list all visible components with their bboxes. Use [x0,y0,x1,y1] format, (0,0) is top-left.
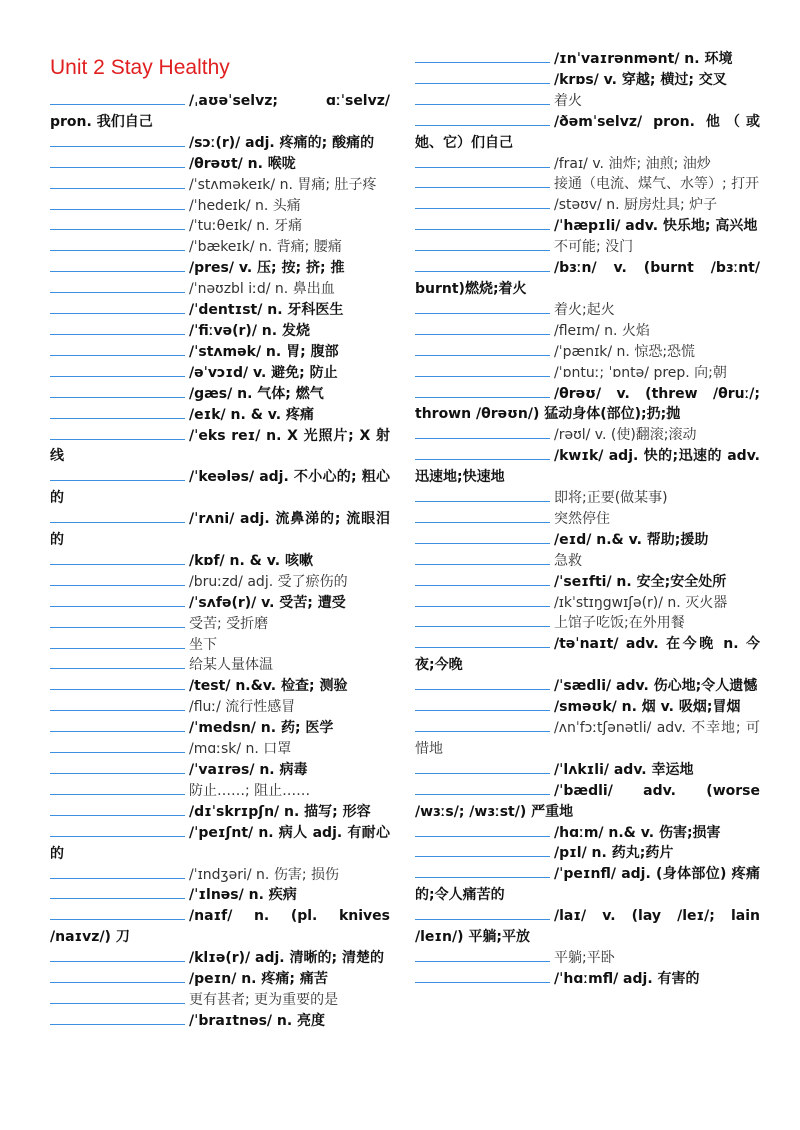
entry-text: /təˈnaɪt/ adv. 在今晚 n. 今夜;今晚 [415,636,760,674]
vocab-entry [50,279,390,300]
entry-text: 着火;起火 [554,301,615,318]
answer-blank[interactable] [415,572,550,586]
entry-text: /ˈɪlnəs/ n. 疾病 [189,887,297,904]
right-column [415,49,760,990]
answer-blank[interactable] [50,655,185,669]
entry-text: /ˈmedsn/ n. 药; 医学 [189,720,334,737]
answer-blank[interactable] [50,258,185,272]
entry-text: /ˈpeɪʃnt/ n. 病人 adj. 有耐心的 [50,824,390,862]
vocab-entry [415,91,760,112]
answer-blank[interactable] [50,551,185,565]
vocab-entry [50,593,390,614]
answer-blank[interactable] [50,614,185,628]
entry-text: 给某人量体温 [189,657,273,674]
answer-blank[interactable] [50,467,185,481]
entry-text: /ˈkeələs/ adj. 不小心的; 粗心的 [50,469,390,507]
vocab-entry [415,697,760,718]
vocab-entry [50,865,390,886]
vocab-entry [415,864,760,906]
left-column [50,91,390,1032]
entry-text: /ˈhɑːmfl/ adj. 有害的 [554,970,700,987]
answer-blank[interactable] [415,781,550,795]
entry-text: /sɔː(r)/ adj. 疼痛的; 酸痛的 [189,134,375,151]
vocab-entry [415,509,760,530]
entry-text: /ˈstʌmək/ n. 胃; 腹部 [189,343,339,360]
entry-text: 突然停住 [554,510,610,527]
vocab-entry [415,154,760,175]
answer-blank[interactable] [415,864,550,878]
entry-text: /fluː/ 流行性感冒 [189,699,296,716]
answer-blank[interactable] [415,384,550,398]
answer-blank[interactable] [50,635,185,649]
answer-blank[interactable] [50,948,185,962]
entry-text: /əˈvɔɪd/ v. 避免; 防止 [189,364,338,381]
vocab-entry [50,739,390,760]
vocab-entry [50,906,390,948]
vocab-entry [415,572,760,593]
answer-blank[interactable] [415,969,550,983]
answer-blank[interactable] [415,613,550,627]
entry-text: 着火 [554,92,582,109]
answer-blank[interactable] [50,509,185,523]
entry-text: /eɪk/ n. & v. 疼痛 [189,406,314,423]
vocab-entry [50,154,390,175]
vocab-entry [415,718,760,760]
entry-text: /ˈrʌni/ adj. 流鼻涕的; 流眼泪的 [50,511,390,549]
entry-text: /bruːzd/ adj. 受了瘀伤的 [189,573,348,590]
vocab-entry [415,823,760,844]
vocab-entry [50,300,390,321]
answer-blank[interactable] [50,990,185,1004]
vocab-entry [50,91,390,133]
entry-text: /ˈvaɪrəs/ n. 病毒 [189,762,308,778]
entry-text: /ˈsʌfə(r)/ v. 受苦; 遭受 [189,594,346,611]
vocab-entry [50,216,390,237]
vocab-entry [50,948,390,969]
answer-blank[interactable] [415,843,550,857]
vocab-entry [50,614,390,635]
vocab-entry [50,969,390,990]
vocab-entry [50,802,390,823]
unit-title: Unit 2 Stay Healthy [50,56,230,79]
vocab-entry [415,321,760,342]
vocab-entry [50,509,390,551]
entry-text: /ˌaʊəˈselvz; ɑːˈselvz/ pron. 我们自己 [50,93,390,130]
vocab-entry [415,948,760,969]
entry-text: /kɒf/ n. & v. 咳嗽 [189,552,313,569]
entry-text: /ˈpeɪnfl/ adj. (身体部位) 疼痛的;令人痛苦的 [415,866,760,904]
answer-blank[interactable] [415,760,550,774]
vocab-entry [50,823,390,865]
vocab-entry [415,70,760,91]
vocab-entry [50,551,390,572]
entry-text: /ˈbækeɪk/ n. 背痛; 腰痛 [189,239,342,256]
answer-blank[interactable] [50,405,185,419]
entry-text: /ˈhedeɪk/ n. 头痛 [189,197,301,214]
vocab-entry [50,321,390,342]
entry-text: /θrəʊ/ v. (threw /θruː/; thrown /θrəʊn/) 猛动身体(部位);扔;抛 [415,385,760,423]
entry-text: /ɪkˈstɪŋgwɪʃə(r)/ n. 灭火器 [554,594,728,611]
answer-blank[interactable] [50,760,185,774]
entry-text: /krɒs/ v. 穿越; 横过; 交叉 [554,71,727,88]
vocab-entry [415,446,760,488]
answer-blank[interactable] [50,300,185,314]
answer-blank[interactable] [50,133,185,147]
vocab-entry [415,488,760,509]
answer-blank[interactable] [415,70,550,84]
answer-blank[interactable] [415,237,550,251]
answer-blank[interactable] [415,718,550,732]
entry-text: 上馆子吃饭;在外用餐 [554,615,685,632]
entry-text: /fraɪ/ v. 油炸; 油煎; 油炒 [554,155,711,172]
answer-blank[interactable] [50,781,185,795]
answer-blank[interactable] [50,676,185,690]
entry-text: /laɪ/ v. (lay /leɪ/; lain /leɪn/) 平躺;平放 [415,908,760,946]
answer-blank[interactable] [50,237,185,251]
entry-text: /fleɪm/ n. 火焰 [554,322,650,339]
answer-blank[interactable] [415,593,550,607]
entry-text: /stəʊv/ n. 厨房灶具; 炉子 [554,197,718,214]
entry-text: /ˈbædli/ adv. (worse /wɜːs/; /wɜːst/) 严重地 [415,782,760,820]
answer-blank[interactable] [50,342,185,356]
vocab-entry [50,635,390,656]
answer-blank[interactable] [415,906,550,920]
entry-text: /kwɪk/ adj. 快的;迅速的 adv. 迅速地;快速地 [415,448,760,486]
vocab-entry [50,237,390,258]
answer-blank[interactable] [50,823,185,837]
entry-text: /ˈlʌkɪli/ adv. 幸运地 [554,761,694,778]
vocab-entry [415,195,760,216]
entry-text: /pres/ v. 压; 按; 挤; 推 [189,260,345,277]
answer-blank[interactable] [50,572,185,586]
answer-blank[interactable] [50,384,185,398]
answer-blank[interactable] [50,697,185,711]
vocab-entry [415,425,760,446]
vocab-entry [415,843,760,864]
entry-text: /ˈɒntuː; ˈɒntə/ prep. 向;朝 [554,364,727,381]
entry-text: /ˈnəʊzbl iːd/ n. 鼻出血 [189,281,335,298]
vocab-entry [50,384,390,405]
answer-blank[interactable] [415,425,550,439]
answer-blank[interactable] [50,802,185,816]
entry-text: /ˈdentɪst/ n. 牙科医生 [189,302,344,319]
vocab-entry [415,112,760,154]
entry-text: 防止……; 阻止…… [189,782,311,799]
answer-blank[interactable] [50,969,185,983]
answer-blank[interactable] [50,154,185,168]
entry-text: /ˈpænɪk/ n. 惊恐;恐慌 [554,343,696,360]
entry-text: /ʌnˈfɔːtʃənətli/ adv. 不幸地; 可惜地 [415,720,760,757]
entry-text: /ˈfiːvə(r)/ n. 发烧 [189,322,310,339]
answer-blank[interactable] [415,697,550,711]
answer-blank[interactable] [50,426,185,440]
vocab-entry [50,781,390,802]
entry-text: /peɪn/ n. 疼痛; 痛苦 [189,971,328,988]
answer-blank[interactable] [50,279,185,293]
vocab-entry [50,885,390,906]
vocab-entry [415,363,760,384]
vocab-entry [50,697,390,718]
answer-blank[interactable] [415,363,550,377]
entry-text: /test/ n.&v. 检查; 测验 [189,678,348,695]
entry-text: /naɪf/ n. (pl. knives /naɪvz/) 刀 [50,908,390,946]
answer-blank[interactable] [415,446,550,460]
entry-text: /rəʊl/ v. (使)翻滚;滚动 [554,427,697,444]
vocab-entry [50,133,390,154]
vocab-entry [50,426,390,468]
vocab-entry [50,676,390,697]
vocab-entry [50,718,390,739]
answer-blank[interactable] [415,551,550,565]
answer-blank[interactable] [50,321,185,335]
vocab-entry [50,175,390,196]
entry-text: /θrəʊt/ n. 喉咙 [189,155,296,172]
answer-blank[interactable] [415,823,550,837]
vocab-entry [415,634,760,676]
answer-blank[interactable] [50,718,185,732]
vocab-entry [415,258,760,300]
entry-text: /sməʊk/ n. 烟 v. 吸烟;冒烟 [554,699,741,716]
vocab-entry [50,467,390,509]
answer-blank[interactable] [415,321,550,335]
answer-blank[interactable] [415,948,550,962]
answer-blank[interactable] [415,634,550,648]
vocab-entry [415,613,760,634]
entry-text: /ˈstʌməkeɪk/ n. 胃痛; 肚子疼 [189,176,377,193]
answer-blank[interactable] [415,154,550,168]
entry-text: 接通（电流、煤气、水等）; 打开 [554,176,760,193]
entry-text: /ˈtuːθeɪk/ n. 牙痛 [189,218,303,235]
vocab-entry [415,676,760,697]
vocab-entry [50,990,390,1011]
answer-blank[interactable] [50,906,185,920]
vocab-entry [415,760,760,781]
entry-text: /ˈhæpɪli/ adv. 快乐地; 高兴地 [554,218,758,235]
answer-blank[interactable] [415,49,550,63]
answer-blank[interactable] [50,1011,185,1025]
vocab-entry [50,258,390,279]
entry-text: 急救 [554,552,582,569]
entry-text: /ðəmˈselvz/ pron. 他（或她、它）们自己 [415,113,760,151]
vocab-entry [415,216,760,237]
entry-text: /bɜːn/ v. (burnt /bɜːnt/ burnt)燃烧;着火 [415,260,760,297]
vocab-entry [415,781,760,823]
vocab-entry [415,530,760,551]
vocab-entry [415,593,760,614]
entry-text: /ɪnˈvaɪrənmənt/ n. 环境 [554,51,733,67]
answer-blank[interactable] [50,885,185,899]
entry-text: /gæs/ n. 气体; 燃气 [189,385,324,402]
answer-blank[interactable] [50,216,185,230]
vocab-entry [415,342,760,363]
entry-text: /hɑːm/ n.& v. 伤害;损害 [554,824,721,841]
vocab-entry [50,405,390,426]
answer-blank[interactable] [415,195,550,209]
entry-text: 平躺;平卧 [554,949,615,966]
answer-blank[interactable] [415,300,550,314]
entry-text: 即将;正要(做某事) [554,490,668,507]
answer-blank[interactable] [50,363,185,377]
entry-text: 坐下 [189,636,217,653]
answer-blank[interactable] [50,91,185,105]
entry-text: /ˈɪndʒəri/ n. 伤害; 损伤 [189,866,339,883]
answer-blank[interactable] [415,676,550,690]
vocab-entry [50,342,390,363]
vocab-entry [50,655,390,676]
vocab-entry [50,363,390,384]
entry-text: /ˈseɪfti/ n. 安全;安全处所 [554,573,727,590]
answer-blank[interactable] [415,258,550,272]
answer-blank[interactable] [50,175,185,189]
entry-text: /ˈeks reɪ/ n. X 光照片; X 射线 [50,427,390,465]
answer-blank[interactable] [415,91,550,105]
entry-text: /ˈbraɪtnəs/ n. 亮度 [189,1012,326,1029]
entry-text: /ˈsædli/ adv. 伤心地;令人遗憾 [554,678,758,695]
entry-text: /pɪl/ n. 药丸;药片 [554,845,674,862]
entry-text: /dɪˈskrɪpʃn/ n. 描写; 形容 [189,803,371,820]
answer-blank[interactable] [415,342,550,356]
answer-blank[interactable] [415,509,550,523]
entry-text: 不可能; 没门 [554,239,634,256]
vocab-entry [415,49,760,70]
vocab-entry [415,969,760,990]
vocab-entry [50,196,390,217]
vocab-entry [50,572,390,593]
vocab-entry [415,300,760,321]
answer-blank[interactable] [415,216,550,230]
entry-text: 受苦; 受折磨 [189,615,269,632]
answer-blank[interactable] [50,196,185,210]
vocab-entry [50,760,390,781]
vocab-entry [415,551,760,572]
answer-blank[interactable] [415,112,550,126]
answer-blank[interactable] [415,488,550,502]
entry-text: 更有甚者; 更为重要的是 [189,991,339,1008]
entry-text: /eɪd/ n.& v. 帮助;援助 [554,531,709,548]
answer-blank[interactable] [415,530,550,544]
vocab-entry [415,384,760,426]
entry-text: /mɑːsk/ n. 口罩 [189,741,292,758]
answer-blank[interactable] [415,174,550,188]
answer-blank[interactable] [50,865,185,879]
answer-blank[interactable] [50,739,185,753]
vocab-entry [415,174,760,195]
entry-text: /klɪə(r)/ adj. 清晰的; 清楚的 [189,950,384,967]
vocab-entry [415,237,760,258]
answer-blank[interactable] [50,593,185,607]
vocab-entry [50,1011,390,1032]
vocab-entry [415,906,760,948]
